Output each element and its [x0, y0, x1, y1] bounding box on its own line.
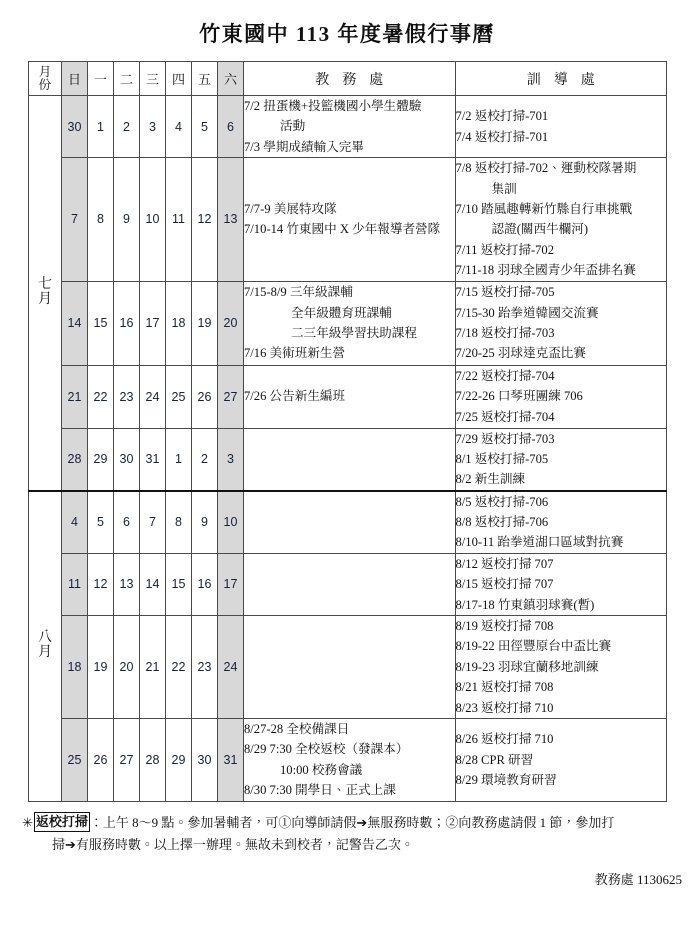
day-number-cell: 6 — [114, 491, 140, 554]
discipline-office-events — [455, 491, 667, 554]
header-dow-sat: 六 — [218, 62, 244, 96]
event-line: 8/29 環境教育研習 — [455, 772, 557, 787]
event-line: 8/10-11 跆拳道湖口區域對抗賽 — [455, 535, 624, 550]
day-number-cell: 21 — [140, 616, 166, 719]
event-line: 8/5 返校打掃-706 — [455, 494, 549, 509]
day-number-cell: 30 — [114, 428, 140, 491]
day-number-cell: 20 — [114, 616, 140, 719]
discipline-office-events — [455, 616, 667, 719]
event-line: 7/10-14 竹東國中 X 少年報導者營隊 — [244, 222, 441, 237]
calendar-table-wrapper — [0, 61, 694, 802]
academic-office-events — [244, 553, 456, 615]
discipline-office-events — [455, 96, 667, 158]
discipline-office-events — [455, 158, 667, 281]
event-line: 7/16 美術班新生營 — [244, 346, 346, 361]
footer-note-line-1 — [22, 812, 667, 835]
academic-office-events — [244, 718, 456, 801]
day-number-cell: 7 — [140, 491, 166, 554]
day-number-cell: 13 — [114, 553, 140, 615]
event-line: 8/21 返校打掃 708 — [455, 680, 554, 695]
event-line: 8/15 返校打掃 707 — [455, 577, 554, 592]
day-number-cell: 29 — [88, 428, 114, 491]
day-number-cell: 11 — [166, 158, 192, 281]
day-number-cell: 4 — [62, 491, 88, 554]
event-line: 7/4 返校打掃-701 — [455, 129, 549, 144]
footer-signature: 教務處 1130625 — [594, 872, 682, 888]
table-row — [29, 718, 667, 801]
event-line: 7/3 學期成績輸入完畢 — [244, 139, 364, 154]
summer-calendar-table — [28, 61, 667, 802]
day-number-cell: 7 — [62, 158, 88, 281]
table-row — [29, 428, 667, 491]
day-number-cell: 3 — [140, 96, 166, 158]
academic-office-events — [244, 96, 456, 158]
table-header-row — [29, 62, 667, 96]
day-number-cell: 9 — [114, 158, 140, 281]
discipline-office-events — [455, 365, 667, 428]
header-dow-wed: 三 — [140, 62, 166, 96]
academic-office-events — [244, 365, 456, 428]
day-number-cell: 22 — [166, 616, 192, 719]
event-line: 7/11 返校打掃-702 — [455, 242, 555, 257]
day-number-cell: 10 — [140, 158, 166, 281]
event-line: 認證(關西牛欄河) — [491, 222, 589, 237]
academic-office-events — [244, 281, 456, 365]
event-line: 8/12 返校打掃 707 — [455, 556, 554, 571]
asterisk-icon: ✳ — [22, 814, 33, 830]
header-month-line1: 月 — [38, 64, 52, 79]
day-number-cell: 19 — [192, 281, 218, 365]
footer-note-text-2: 掃➔有服務時數。以上擇一辦理。無故未到校者，記警告乙次。 — [52, 837, 414, 853]
day-number-cell: 12 — [88, 553, 114, 615]
day-number-cell: 16 — [192, 553, 218, 615]
day-number-cell: 14 — [62, 281, 88, 365]
day-number-cell: 3 — [218, 428, 244, 491]
day-number-cell: 12 — [192, 158, 218, 281]
event-line: 7/7-9 美展特攻隊 — [244, 201, 337, 216]
header-dow-sun: 日 — [62, 62, 88, 96]
header-dow-thu: 四 — [166, 62, 192, 96]
day-number-cell: 17 — [140, 281, 166, 365]
day-number-cell: 30 — [62, 96, 88, 158]
event-line: 7/11-18 羽球全國青少年盃排名賽 — [455, 263, 636, 278]
event-line: 8/17-18 竹東鎮羽球賽(暫) — [455, 597, 595, 612]
academic-office-events — [244, 491, 456, 554]
day-number-cell: 2 — [114, 96, 140, 158]
day-number-cell: 11 — [62, 553, 88, 615]
academic-office-events — [244, 428, 456, 491]
day-number-cell: 18 — [166, 281, 192, 365]
day-number-cell: 13 — [218, 158, 244, 281]
day-number-cell: 25 — [166, 365, 192, 428]
event-line: 7/15 返校打掃-705 — [455, 285, 555, 300]
event-line: 二三年級學習扶助課程 — [291, 326, 417, 341]
event-line: 7/20-25 羽球達克盃比賽 — [455, 346, 586, 361]
header-month — [29, 62, 62, 96]
event-line: 8/29 7:30 全校返校（發課本） — [244, 742, 409, 757]
event-line: 7/8 返校打掃-702、運動校隊暑期 — [455, 161, 637, 176]
day-number-cell: 1 — [166, 428, 192, 491]
event-line: 8/1 返校打掃-705 — [455, 451, 549, 466]
table-row — [29, 491, 667, 554]
header-dow-fri: 五 — [192, 62, 218, 96]
day-number-cell: 29 — [166, 718, 192, 801]
table-row — [29, 553, 667, 615]
event-line: 7/26 公告新生編班 — [244, 389, 346, 404]
day-number-cell: 15 — [166, 553, 192, 615]
table-row — [29, 158, 667, 281]
day-number-cell: 26 — [88, 718, 114, 801]
event-line: 7/29 返校打掃-703 — [455, 431, 555, 446]
discipline-office-events — [455, 281, 667, 365]
day-number-cell: 8 — [166, 491, 192, 554]
day-number-cell: 27 — [218, 365, 244, 428]
day-number-cell: 28 — [62, 428, 88, 491]
footer-note-text-1: ：上午 8～9 點。參加暑輔者，可①向導師請假➔無服務時數；②向教務處請假 1 節，參加打 — [89, 814, 615, 830]
header-academic-office: 教務處 — [244, 62, 456, 96]
event-line: 8/19-23 羽球宜蘭移地訓練 — [455, 659, 599, 674]
day-number-cell: 10 — [218, 491, 244, 554]
table-body — [29, 96, 667, 802]
day-number-cell: 22 — [88, 365, 114, 428]
day-number-cell: 27 — [114, 718, 140, 801]
day-number-cell: 17 — [218, 553, 244, 615]
header-dow-mon: 一 — [88, 62, 114, 96]
table-row — [29, 281, 667, 365]
day-number-cell: 21 — [62, 365, 88, 428]
event-line: 活動 — [280, 119, 306, 134]
table-head — [29, 62, 667, 96]
event-line: 7/2 扭蛋機+投籃機國小學生體驗 — [244, 99, 422, 113]
month-label-line2: 月 — [38, 291, 52, 307]
academic-office-events — [244, 158, 456, 281]
event-line: 7/15-30 跆拳道韓國交流賽 — [455, 305, 599, 320]
header-month-line2: 份 — [38, 77, 52, 92]
page-title: 竹東國中 113 年度暑假行事曆 — [199, 22, 495, 46]
table-row — [29, 96, 667, 158]
month-label-august — [29, 491, 62, 801]
day-number-cell: 18 — [62, 616, 88, 719]
event-line: 8/8 返校打掃-706 — [455, 515, 549, 530]
event-line: 集訓 — [491, 181, 517, 196]
event-line: 8/27-28 全校備課日 — [244, 721, 350, 736]
event-line: 7/10 踏風趣轉新竹縣自行車挑戰 — [455, 201, 633, 216]
event-line: 7/22-26 口琴班團練 706 — [455, 389, 583, 404]
event-line: 8/2 新生訓練 — [455, 472, 526, 487]
discipline-office-events — [455, 428, 667, 491]
day-number-cell: 16 — [114, 281, 140, 365]
event-line: 10:00 校務會議 — [280, 762, 363, 777]
event-line: 8/19 返校打掃 708 — [455, 619, 554, 634]
event-line: 8/28 CPR 研習 — [455, 752, 534, 767]
discipline-office-events — [455, 718, 667, 801]
day-number-cell: 5 — [88, 491, 114, 554]
day-number-cell: 4 — [166, 96, 192, 158]
header-dow-tue: 二 — [114, 62, 140, 96]
event-line: 7/22 返校打掃-704 — [455, 368, 555, 383]
month-label-line1: 八 — [38, 630, 52, 646]
event-line: 8/26 返校打掃 710 — [455, 732, 554, 747]
event-line: 7/15-8/9 三年級課輔 — [244, 285, 353, 300]
day-number-cell: 24 — [140, 365, 166, 428]
day-number-cell: 24 — [218, 616, 244, 719]
event-line: 7/25 返校打掃-704 — [455, 409, 555, 424]
academic-office-events — [244, 616, 456, 719]
table-row — [29, 365, 667, 428]
day-number-cell: 23 — [114, 365, 140, 428]
table-row — [29, 616, 667, 719]
month-label-july — [29, 96, 62, 491]
day-number-cell: 31 — [218, 718, 244, 801]
day-number-cell: 26 — [192, 365, 218, 428]
event-line: 8/19-22 田徑豐原台中盃比賽 — [455, 639, 612, 654]
event-line: 7/18 返校打掃-703 — [455, 326, 555, 341]
day-number-cell: 6 — [218, 96, 244, 158]
event-line: 7/2 返校打掃-701 — [455, 109, 549, 124]
footer-note-keyword: 返校打掃 — [34, 812, 90, 833]
event-line: 8/30 7:30 開學日、正式上課 — [244, 783, 396, 798]
day-number-cell: 30 — [192, 718, 218, 801]
day-number-cell: 19 — [88, 616, 114, 719]
day-number-cell: 5 — [192, 96, 218, 158]
day-number-cell: 28 — [140, 718, 166, 801]
day-number-cell: 1 — [88, 96, 114, 158]
event-line: 全年級體育班課輔 — [291, 305, 392, 320]
day-number-cell: 2 — [192, 428, 218, 491]
day-number-cell: 20 — [218, 281, 244, 365]
footer-note — [0, 802, 694, 858]
day-number-cell: 8 — [88, 158, 114, 281]
event-line: 8/23 返校打掃 710 — [455, 700, 554, 715]
day-number-cell: 23 — [192, 616, 218, 719]
day-number-cell: 14 — [140, 553, 166, 615]
day-number-cell: 9 — [192, 491, 218, 554]
month-label-line1: 七 — [38, 277, 52, 293]
discipline-office-events — [455, 553, 667, 615]
header-discipline-office: 訓導處 — [455, 62, 667, 96]
day-number-cell: 31 — [140, 428, 166, 491]
day-number-cell: 25 — [62, 718, 88, 801]
month-label-line2: 月 — [38, 645, 52, 661]
day-number-cell: 15 — [88, 281, 114, 365]
